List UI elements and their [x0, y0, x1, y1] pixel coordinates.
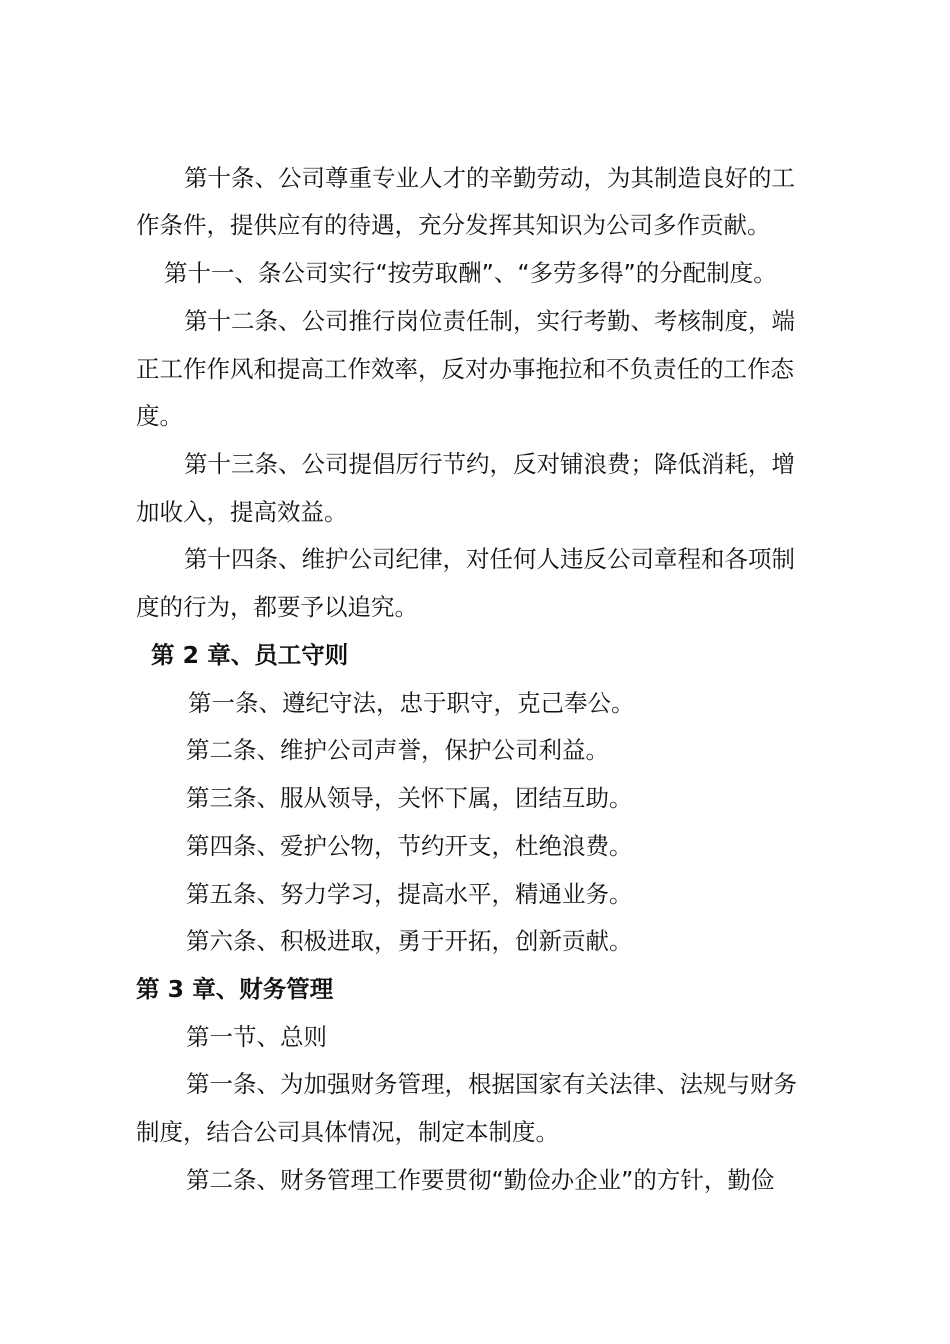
text-line: 第四条、爱护公物，节约开支，杜绝浪费。: [186, 832, 633, 860]
text-line: 作条件，提供应有的待遇，充分发挥其知识为公司多作贡献。: [136, 211, 771, 239]
text-line: 第二条、财务管理工作要贯彻“勤俭办企业”的方针，勤俭: [186, 1166, 775, 1194]
text-line: 第五条、努力学习，提高水平，精通业务。: [186, 880, 633, 908]
section-heading: 第一节、总则: [186, 1023, 327, 1051]
text-line: 第六条、积极进取，勇于开拓，创新贡献。: [186, 927, 633, 955]
text-line: 第一条、为加强财务管理，根据国家有关法律、法规与财务: [186, 1070, 797, 1098]
text-line: 第三条、服从领导，关怀下属，团结互助。: [186, 784, 633, 812]
text-line: 第十条、公司尊重专业人才的辛勤劳动，为其制造良好的工: [184, 164, 795, 192]
text-line: 加收入，提高效益。: [136, 498, 348, 526]
text-line: 第十一、条公司实行“按劳取酬”、“多劳多得”的分配制度。: [164, 259, 777, 287]
text-line: 第十二条、公司推行岗位责任制，实行考勤、考核制度，端: [184, 307, 795, 335]
chapter-heading: 第 2 章、员工守则: [151, 641, 349, 669]
text-line: 度。: [136, 402, 183, 430]
chapter-heading: 第 3 章、财务管理: [136, 975, 334, 1003]
text-line: 制度，结合公司具体情况，制定本制度。: [136, 1118, 559, 1146]
text-line: 第二条、维护公司声誉，保护公司利益。: [186, 736, 609, 764]
text-line: 正工作作风和提高工作效率，反对办事拖拉和不负责任的工作态: [136, 355, 794, 383]
text-line: 第十四条、维护公司纪律，对任何人违反公司章程和各项制: [184, 545, 795, 573]
text-line: 第一条、遵纪守法，忠于职守，克己奉公。: [188, 689, 635, 717]
text-line: 第十三条、公司提倡厉行节约，反对铺浪费；降低消耗，增: [184, 450, 795, 478]
text-line: 度的行为，都要予以追究。: [136, 593, 418, 621]
